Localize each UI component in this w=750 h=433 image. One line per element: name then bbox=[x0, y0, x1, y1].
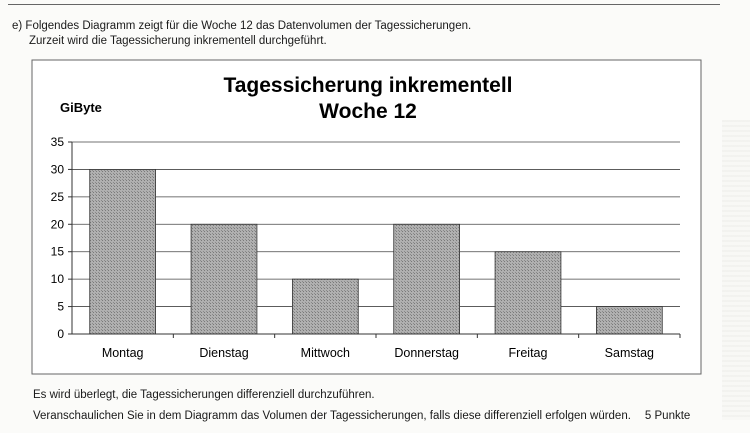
bar-freitag bbox=[495, 252, 561, 334]
x-tick-label: Samstag bbox=[604, 346, 655, 360]
x-tick-label: Donnerstag bbox=[394, 346, 459, 360]
footer-text-2 bbox=[33, 410, 690, 422]
y-tick-label: 35 bbox=[50, 135, 64, 149]
bar-montag bbox=[90, 169, 156, 334]
x-tick-label: Mittwoch bbox=[300, 346, 350, 360]
bar-samstag bbox=[596, 307, 662, 334]
chart-title: Tagessicherung inkrementell bbox=[223, 74, 513, 97]
intro-line-2: Zurzeit wird die Tagessicherung inkrementell durchgeführt. bbox=[29, 35, 327, 47]
y-tick-label: 10 bbox=[50, 272, 64, 287]
x-tick-label: Freitag bbox=[508, 346, 548, 360]
bar-dienstag bbox=[191, 224, 257, 334]
y-tick-label: 30 bbox=[50, 162, 64, 177]
intro-line-1: e) Folgendes Diagramm zeigt für die Woche 12 das Datenvolumen der Tagessicherungen. bbox=[12, 20, 472, 32]
x-tick-label: Montag bbox=[101, 346, 144, 360]
points-label: 5 Punkte bbox=[644, 410, 691, 422]
y-tick-label: 0 bbox=[57, 327, 64, 341]
y-axis-label: GiByte bbox=[60, 100, 102, 115]
y-tick-label: 15 bbox=[50, 244, 64, 259]
bar-donnerstag bbox=[394, 224, 460, 334]
footer-instruction: Veranschaulichen Sie in dem Diagramm das Volumen der Tagessicherungen, falls diese differenziell erfolgen würden. bbox=[33, 410, 631, 422]
y-tick-label: 5 bbox=[57, 299, 64, 314]
x-tick-label: Dienstag bbox=[199, 346, 249, 360]
y-tick-label: 25 bbox=[50, 189, 64, 204]
footer-text-1: Es wird überlegt, die Tagessicherungen differenziell durchzuführen. bbox=[33, 389, 375, 401]
chart-subtitle: Woche 12 bbox=[319, 100, 417, 123]
y-tick-label: 20 bbox=[50, 217, 64, 232]
bar-mittwoch bbox=[292, 279, 358, 334]
scan-edge-noise bbox=[722, 120, 750, 420]
